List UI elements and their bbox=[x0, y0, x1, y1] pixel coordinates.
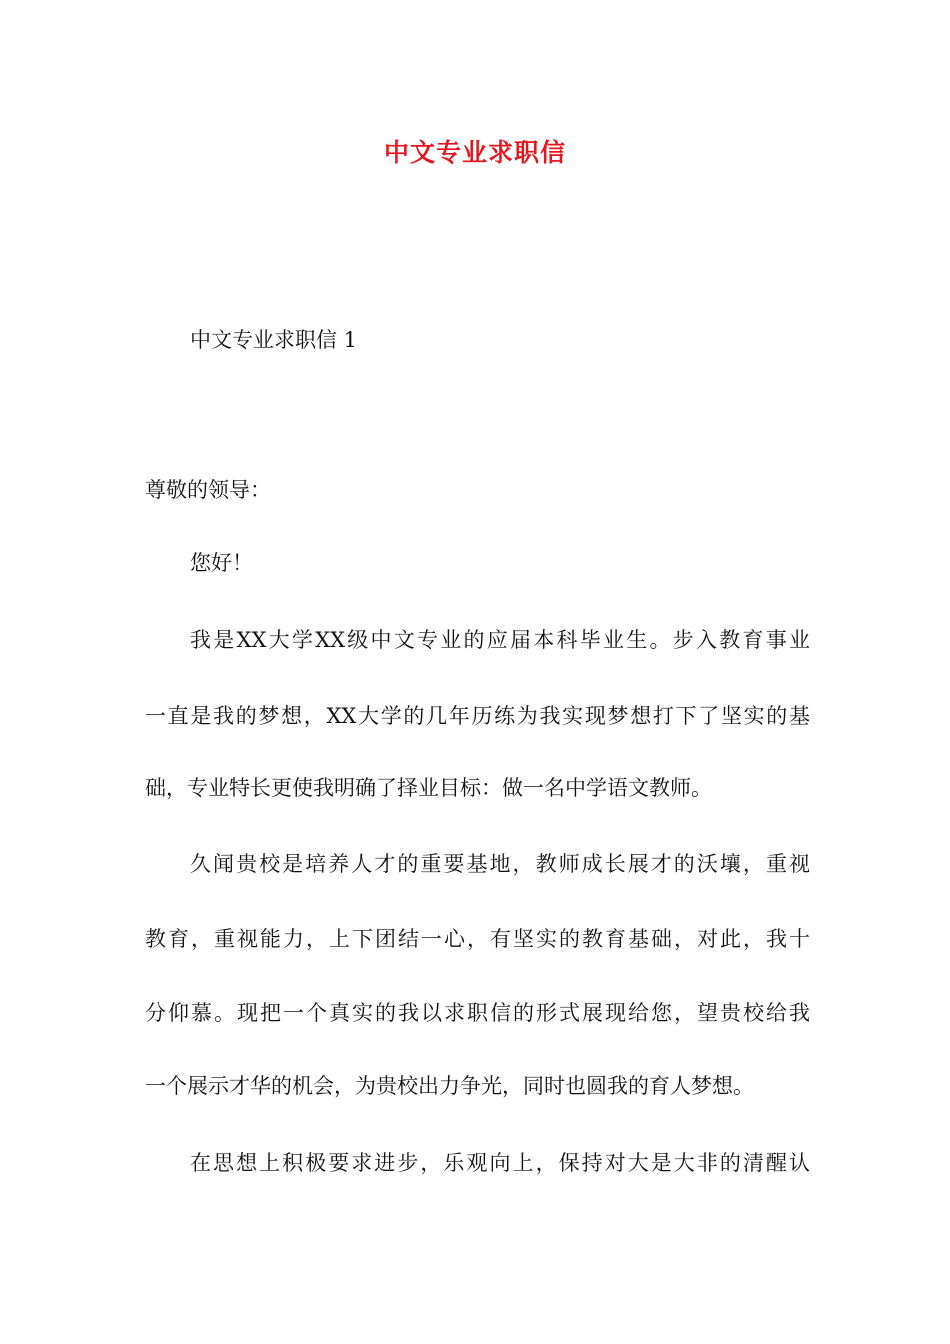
paragraph-line: 在思想上积极要求进步，乐观向上，保持对大是大非的清醒认 bbox=[190, 1151, 810, 1175]
paragraph-line: 一个展示才华的机会，为贵校出力争光，同时也圆我的育人梦想。 bbox=[145, 1074, 754, 1098]
letter-heading: 中文专业求职信 1 bbox=[190, 328, 358, 352]
paragraph-line: 一直是我的梦想，XX大学的几年历练为我实现梦想打下了坚实的基 bbox=[145, 704, 810, 728]
greeting: 您好！ bbox=[190, 551, 253, 575]
paragraph-line: 分仰慕。现把一个真实的我以求职信的形式展现给您，望贵校给我 bbox=[145, 1001, 810, 1025]
paragraph-line: 久闻贵校是培养人才的重要基地，教师成长展才的沃壤，重视 bbox=[190, 852, 810, 876]
salutation: 尊敬的领导： bbox=[145, 478, 271, 502]
paragraph-line: 我是XX大学XX级中文专业的应届本科毕业生。步入教育事业 bbox=[190, 628, 810, 652]
paragraph-line: 教育，重视能力，上下团结一心，有坚实的教育基础，对此，我十 bbox=[145, 927, 810, 951]
paragraph-line: 础，专业特长更使我明确了择业目标：做一名中学语文教师。 bbox=[145, 776, 712, 800]
document-title: 中文专业求职信 bbox=[383, 138, 566, 167]
